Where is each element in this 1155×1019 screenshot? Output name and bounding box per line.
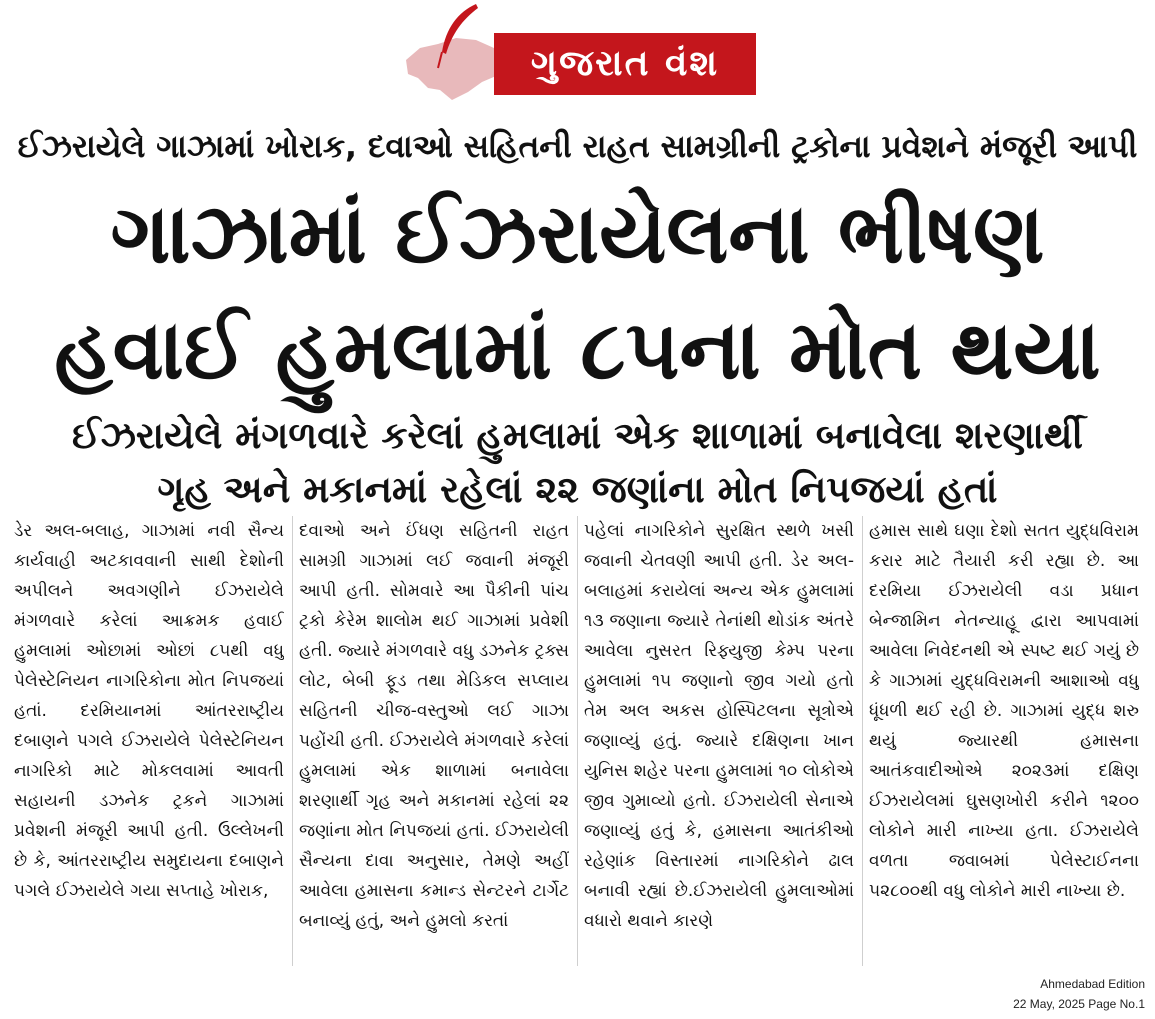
edition-date-page: 22 May, 2025 Page No.1 (1013, 997, 1145, 1011)
column-divider (577, 516, 578, 966)
article-column-1 (14, 516, 284, 966)
column-4-text: હમાસ સાથે ઘણા દેશો સતત યુદ્ધવિરામ કરાર માટે તૈયારી કરી રહ્યા છે. આ દરમિયા ઈઝરાયેલી વડા પ્રધાન બેન્જામિન નેતન્યાહૂ દ્વારા આપવામાં આવેલા નિવેદનથી એ સ્પષ્ટ થઈ ગયું છે કે ગાઝામાં યુદ્ધવિરામની આશાઓ વધુ ધૂંધળી થઈ રહી છે. ગાઝામાં યુદ્ધ શરુ થયું જ્યારથી હમાસના આતંકવાદીઓએ ૨૦૨૩માં દક્ષિણ ઈઝરાયેલમાં ઘુસણખોરી કરીને ૧૨૦૦ લોકોને મારી નાખ્યા હતા. ઈઝરાયેલે વળતા જવાબમાં પેલેસ્ટાઈનના ૫૨૮૦૦થી વધુ લોકોને મારી નાખ્યા છે. (869, 521, 1139, 901)
column-divider (292, 516, 293, 966)
subheadline-line-1: ઈઝરાયેલે મંગળવારે કરેલાં હુમલામાં એક શાળામાં બનાવેલા શરણાર્થી (72, 414, 1083, 457)
edition-info (1013, 974, 1145, 1014)
kicker-headline: ઈઝરાયેલે ગાઝામાં ખોરાક, દવાઓ સહિતની રાહત સામગ્રીની ટ્રકોના પ્રવેશને મંજૂરી આપી (17, 129, 1138, 165)
column-3-text: પહેલાં નાગરિકોને સુરક્ષિત સ્થળે ખસી જવાની ચેતવણી આપી હતી. ડેર અલ-બલાહમાં કરાયેલાં અન્ય એક હુમલામાં ૧૩ જણાના જ્યારે તેનાંથી થોડાંક અંતરે આવેલા નુસરત રિફ્યુજી કેમ્પ પરના હુમલામાં ૧૫ જણાનો જીવ ગયો હતો તેમ અલ અકસ હોસ્પિટલના સૂત્રોએ જણાવ્યું હતું. જ્યારે દક્ષિણના ખાન યુનિસ શહેર પરના હુમલામાં ૧૦ લોકોએ જીવ ગુમાવ્યો હતો. ઈઝરાયેલી સેનાએ જણાવ્યું હતું કે, હમાસના આતંકીઓ રહેણાંક વિસ્તારમાં નાગરિકોને ઢાલ બનાવી રહ્યાં છે.ઈઝરાયેલી હુમલાઓમાં વધારો થવાને કારણે (584, 521, 854, 931)
newspaper-logo: ગુજરાત વંશ (494, 33, 756, 95)
main-headline-line-2: હવાઈ હુમલામાં ૮૫ના મોત થયા (54, 303, 1101, 398)
main-headline-line-1: ગાઝામાં ઈઝરાયેલના ભીષણ (110, 187, 1045, 282)
article-column-3 (584, 516, 854, 966)
masthead (0, 0, 1155, 110)
column-1-text: ડેર અલ-બલાહ, ગાઝામાં નવી સૈન્ય કાર્યવાહી અટકાવવાની સાથી દેશોની અપીલને અવગણીને ઈઝરાયેલે મંગળવારે કરેલાં આક્રમક હવાઈ હુમલામાં ઓછામાં ઓછાં ૮૫થી વધુ પેલેસ્ટેનિયન નાગરિકોના મોત નિપજયાં હતાં. દરમિયાનમાં આંતરરાષ્ટ્રીય દબાણને પગલે ઈઝરાયેલે પેલેસ્ટેનિયન નાગરિકો માટે મોકલવામાં આવતી સહાયની ડઝનેક ટ્રકને ગાઝામાં પ્રવેશની મંજૂરી આપી હતી. ઉલ્લેખની છે કે, આંતરરાષ્ટ્રીય સમુદાયના દબાણને પગલે ઈઝરાયેલે ગયા સપ્તાહે ખોરાક, (14, 521, 284, 901)
article-body (14, 516, 1138, 966)
article-column-4 (869, 516, 1139, 966)
column-2-text: દવાઓ અને ઈંધણ સહિતની રાહત સામગ્રી ગાઝામાં લઈ જવાની મંજૂરી આપી હતી. સોમવારે આ પૈકીની પાંચ ટ્રકો કેરેમ શાલોમ થઈ ગાઝામાં પ્રવેશી હતી. જ્યારે મંગળવારે વધુ ડઝનેક ટ્રક્સ લોટ, બેબી ફૂડ તથા મેડિકલ સપ્લાય સહિતની ચીજ-વસ્તુઓ લઈ ગાઝા પહોંચી હતી. ઈઝરાયેલે મંગળવારે કરેલાં હુમલામાં એક શાળામાં બનાવેલા શરણાર્થી ગૃહ અને મકાનમાં રહેલાં ૨૨ જણાંના મોત નિપજયાં હતાં. ઈઝરાયેલી સૈન્યના દાવા અનુસાર, તેમણે અહીં આવેલા હમાસના કમાન્ડ સેન્ટરને ટાર્ગેટ બનાવ્યું હતું, અને હુમલો કરતાં (299, 521, 569, 931)
edition-name: Ahmedabad Edition (1040, 977, 1145, 991)
quill-pen-icon (428, 2, 488, 72)
article-column-2 (299, 516, 569, 966)
column-divider (862, 516, 863, 966)
subheadline-line-2: ગૃહ અને મકાનમાં રહેલાં ૨૨ જણાંના મોત નિપજયાં હતાં (157, 468, 998, 511)
